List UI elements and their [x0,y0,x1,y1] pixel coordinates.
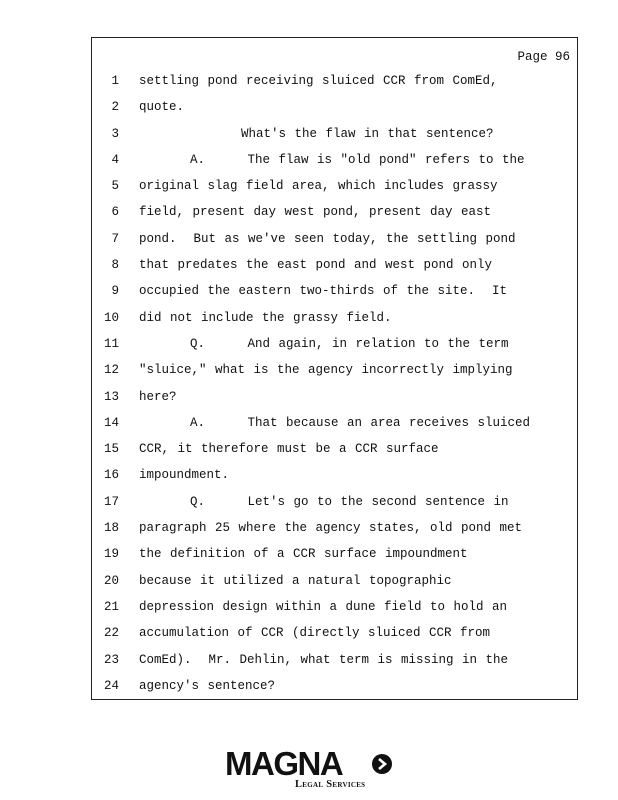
line-number: 7 [111,231,119,246]
logo-subtitle: Legal Services [295,779,366,790]
transcript-line [92,281,577,307]
line-number: 20 [103,573,119,588]
line-text: original slag field area, which includes grassy [139,179,498,194]
line-text: field, present day west pond, present day east [139,205,492,220]
transcript-line [92,518,577,544]
line-text: What's the flaw in that sentence? [139,126,494,141]
transcript-line [92,202,577,228]
line-text: agency's sentence? [139,678,276,693]
line-number: 21 [103,599,119,614]
transcript-line [92,623,577,649]
line-text: that predates the east pond and west pond only [139,258,493,273]
line-number: 6 [111,205,119,220]
transcript-line [92,650,577,676]
line-text: Q. And again, in relation to the term [139,336,509,351]
transcript-line [92,387,577,413]
line-number: 13 [103,389,119,404]
line-number: 24 [103,678,119,693]
line-text: pond. But as we've seen today, the settling pond [139,231,516,246]
line-number: 1 [111,74,119,88]
transcript-line [92,413,577,439]
line-number: 4 [111,152,119,167]
line-number: 17 [103,494,119,509]
line-text: here? [139,389,177,404]
transcript-line [92,97,577,123]
line-text: A. That because an area receives sluiced [139,415,531,430]
line-number: 23 [103,652,119,667]
line-number: 15 [103,442,119,457]
line-text: Q. Let's go to the second sentence in [139,494,509,509]
line-number: 19 [103,547,119,562]
transcript-line [92,571,577,597]
line-text: because it utilized a natural topographic [139,573,452,588]
line-text: accumulation of CCR (directly sluiced CCR from [139,626,491,641]
transcript-line [92,597,577,623]
transcript-line [92,150,577,176]
page-number: Page 96 [517,50,570,64]
line-number: 18 [103,521,119,536]
transcript-line [92,229,577,255]
transcript-lines [92,71,577,702]
transcript-line [92,308,577,334]
line-number: 14 [103,415,119,430]
transcript-page [91,37,578,700]
transcript-line [92,544,577,570]
transcript-line [92,465,577,491]
line-number: 22 [103,626,119,641]
line-text: did not include the grassy field. [139,310,392,325]
line-number: 10 [103,310,119,325]
line-number: 9 [111,284,119,299]
line-number: 3 [111,126,119,141]
transcript-line [92,176,577,202]
line-text: occupied the eastern two-thirds of the site. It [139,284,508,299]
magna-logo [225,746,395,794]
line-text: depression design within a dune field to hold an [139,599,508,614]
line-text: paragraph 25 where the agency states, old pond met [139,521,523,536]
transcript-line [92,676,577,702]
line-text: quote. [139,100,185,115]
line-number: 8 [111,258,119,273]
line-text: A. The flaw is "old pond" refers to the [139,152,525,167]
transcript-line [92,439,577,465]
transcript-line [92,124,577,150]
transcript-line [92,334,577,360]
transcript-line [92,255,577,281]
transcript-line [92,71,577,97]
line-text: impoundment. [139,468,230,483]
line-text: CCR, it therefore must be a CCR surface [139,442,439,457]
chevron-right-circle-icon [371,753,393,775]
line-number: 12 [103,363,119,378]
line-number: 5 [111,179,119,194]
line-number: 11 [103,336,119,351]
transcript-line [92,360,577,386]
line-text: "sluice," what is the agency incorrectly implying [139,363,513,378]
logo-wordmark: MAGNA [225,745,343,782]
line-number: 2 [111,100,119,115]
line-text: ComEd). Mr. Dehlin, what term is missing in the [139,652,509,667]
line-text: settling pond receiving sluiced CCR from ComEd, [139,74,498,88]
transcript-line [92,492,577,518]
line-text: the definition of a CCR surface impoundment [139,547,468,562]
line-number: 16 [103,468,119,483]
